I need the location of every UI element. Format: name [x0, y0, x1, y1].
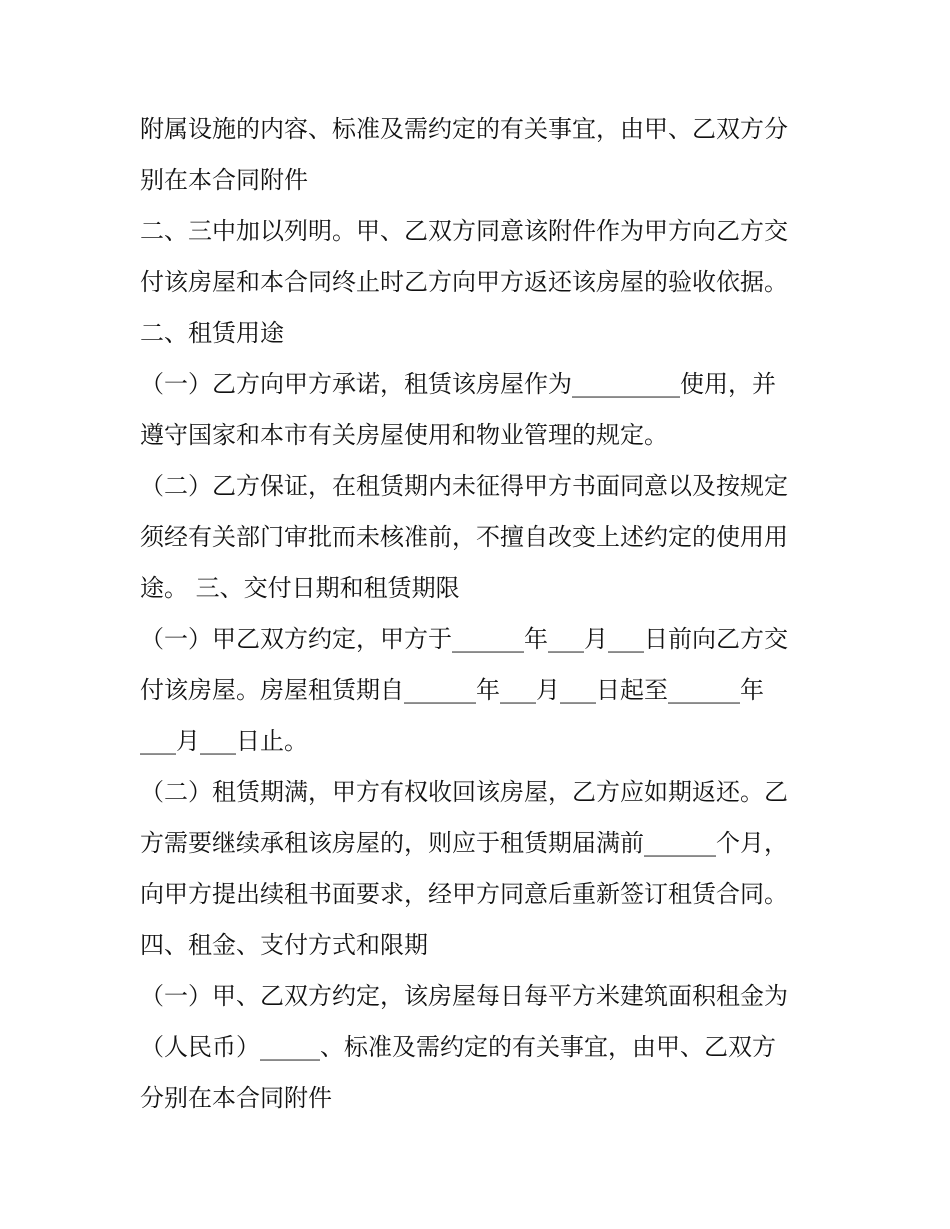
text-line-20: 分别在本合同附件	[140, 1084, 332, 1112]
text-line-1: 附属设施的内容、标准及需约定的有关事宜，由甲、乙双方分	[140, 115, 788, 143]
text-line-9: 须经有关部门审批而未核准前，不擅自改变上述约定的使用用	[140, 523, 788, 551]
text-line-18: （一）甲、乙双方约定，该房屋每日每平方米建筑面积租金为	[140, 982, 788, 1010]
text-line-4: 付该房屋和本合同终止时乙方向甲方返还该房屋的验收依据。	[140, 268, 788, 296]
section-heading-rental-purpose: 二、租赁用途	[140, 319, 284, 347]
text-line-15: 方需要继续承租该房屋的，则应于租赁期届满前______个月，	[140, 829, 788, 857]
text-line-3: 二、三中加以列明。甲、乙双方同意该附件作为甲方向乙方交	[140, 217, 788, 245]
text-line-8: （二）乙方保证，在租赁期内未征得甲方书面同意以及按规定	[140, 472, 788, 500]
text-line-12: 付该房屋。房屋租赁期自______年___月___日起至______年	[140, 676, 764, 704]
text-line-10: 途。 三、交付日期和租赁期限	[140, 574, 460, 602]
text-line-19: （人民币）_____、标准及需约定的有关事宜，由甲、乙双方	[140, 1033, 776, 1061]
section-heading-rent-payment: 四、租金、支付方式和限期	[140, 931, 428, 959]
text-line-13: ___月___日止。	[140, 727, 308, 755]
text-line-2: 别在本合同附件	[140, 166, 308, 194]
text-line-16: 向甲方提出续租书面要求，经甲方同意后重新签订租赁合同。	[140, 880, 788, 908]
text-line-11: （一）甲乙双方约定，甲方于______年___月___日前向乙方交	[140, 625, 788, 653]
text-line-6: （一）乙方向甲方承诺，租赁该房屋作为_________使用，并	[140, 370, 776, 398]
text-line-14: （二）租赁期满，甲方有权收回该房屋，乙方应如期返还。乙	[140, 778, 788, 806]
text-line-7: 遵守国家和本市有关房屋使用和物业管理的规定。	[140, 421, 668, 449]
document-body	[140, 104, 820, 1124]
